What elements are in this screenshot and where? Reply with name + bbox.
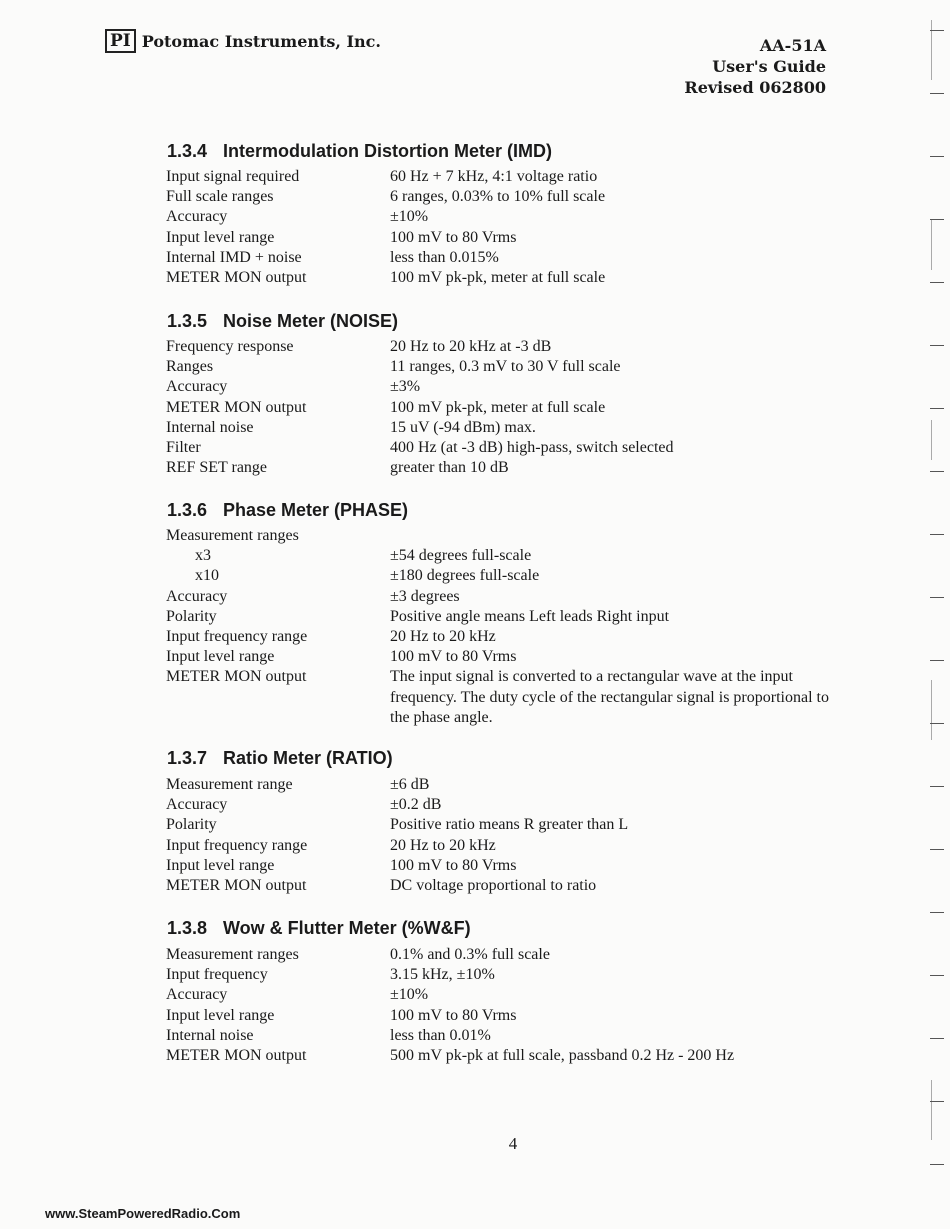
spec-list-phase <box>166 526 836 728</box>
spec-list-noise <box>166 337 836 478</box>
spec-row <box>166 268 836 288</box>
spec-value: ±3% <box>390 378 421 396</box>
scan-binding-edge <box>916 0 950 1229</box>
logo-mark: PI <box>105 29 136 53</box>
section-heading-wow-flutter <box>167 918 471 939</box>
company-logo <box>105 29 381 53</box>
spec-value: ±54 degrees full-scale <box>390 547 532 565</box>
spec-value: 100 mV to 80 Vrms <box>390 856 517 874</box>
document-info <box>684 35 826 98</box>
spec-value: Positive angle means Left leads Right input <box>390 607 670 625</box>
spec-value: 6 ranges, 0.03% to 10% full scale <box>390 188 606 206</box>
spec-value: ±180 degrees full-scale <box>390 567 540 585</box>
document-title: User's Guide <box>712 57 826 76</box>
spec-row <box>166 546 836 566</box>
spec-label: Accuracy <box>166 796 228 814</box>
spec-label: Input level range <box>166 228 275 246</box>
spec-value: 100 mV pk-pk, meter at full scale <box>390 269 606 287</box>
spec-value: DC voltage proportional to ratio <box>390 877 597 895</box>
spec-label: Input level range <box>166 648 275 666</box>
spec-row <box>166 207 836 227</box>
spec-value <box>390 526 836 546</box>
spec-row <box>166 876 836 896</box>
spec-label: REF SET range <box>166 459 268 477</box>
spec-row <box>166 627 836 647</box>
spec-label: Frequency response <box>166 338 294 355</box>
spec-label: Internal noise <box>166 1026 254 1044</box>
spec-row <box>166 647 836 667</box>
spec-label: Input level range <box>166 1006 275 1024</box>
spec-row <box>166 1026 836 1046</box>
spec-value: ±10% <box>390 208 429 226</box>
spec-row <box>166 357 836 377</box>
section-heading-phase <box>167 500 408 521</box>
spec-label: Internal IMD + noise <box>166 248 302 266</box>
spec-label: METER MON output <box>166 1047 307 1065</box>
spec-value: 400 Hz (at -3 dB) high-pass, switch selected <box>390 439 674 457</box>
spec-label: Measurement ranges <box>166 527 299 544</box>
section-title: Wow & Flutter Meter (%W&F) <box>223 918 471 938</box>
spec-value: 100 mV to 80 Vrms <box>390 228 517 246</box>
spec-label: Measurement range <box>166 776 293 793</box>
footer-url: www.SteamPoweredRadio.Com <box>45 1206 241 1221</box>
spec-label: Accuracy <box>166 986 228 1004</box>
spec-row <box>166 1046 836 1066</box>
section-title: Ratio Meter (RATIO) <box>223 748 393 768</box>
revision: Revised 062800 <box>684 78 826 97</box>
spec-row <box>166 836 836 856</box>
spec-list-imd <box>166 167 836 288</box>
spec-label: Accuracy <box>166 208 228 226</box>
spec-row <box>166 526 836 546</box>
spec-row <box>166 377 836 397</box>
section-heading-ratio <box>167 748 393 769</box>
spec-label: Accuracy <box>166 587 228 605</box>
spec-row <box>166 945 836 965</box>
section-number: 1.3.7 <box>167 748 208 768</box>
spec-row <box>166 248 836 268</box>
spec-label: METER MON output <box>166 398 307 416</box>
section-title: Intermodulation Distortion Meter (IMD) <box>223 141 552 161</box>
spec-label: Input level range <box>166 856 275 874</box>
company-name: Potomac Instruments, Inc. <box>141 31 381 51</box>
spec-value: 20 Hz to 20 kHz at -3 dB <box>390 338 552 355</box>
spec-value: greater than 10 dB <box>390 459 509 477</box>
spec-row <box>166 398 836 418</box>
spec-label: METER MON output <box>166 877 307 895</box>
spec-row <box>166 985 836 1005</box>
spec-label: Measurement ranges <box>166 946 299 963</box>
section-number: 1.3.4 <box>167 141 208 161</box>
spec-label: Full scale ranges <box>166 188 274 206</box>
spec-row <box>166 667 836 728</box>
spec-row <box>166 566 836 586</box>
spec-row <box>166 815 836 835</box>
spec-label: METER MON output <box>166 269 307 287</box>
spec-row <box>166 337 836 357</box>
spec-value: ±10% <box>390 986 429 1004</box>
section-number: 1.3.5 <box>167 311 208 331</box>
spec-row <box>166 965 836 985</box>
spec-label: Internal noise <box>166 418 254 436</box>
spec-row <box>166 775 836 795</box>
spec-value: ±0.2 dB <box>390 796 442 814</box>
spec-value: 60 Hz + 7 kHz, 4:1 voltage ratio <box>390 168 598 185</box>
spec-label: x10 <box>195 567 219 585</box>
spec-row <box>166 438 836 458</box>
spec-row <box>166 1006 836 1026</box>
spec-list-ratio <box>166 775 836 896</box>
section-heading-imd <box>167 141 552 162</box>
model-number: AA-51A <box>759 36 826 55</box>
spec-row <box>166 228 836 248</box>
section-title: Noise Meter (NOISE) <box>223 311 399 331</box>
spec-label: Accuracy <box>166 378 228 396</box>
spec-value: ±6 dB <box>390 776 430 793</box>
section-number: 1.3.8 <box>167 918 208 938</box>
spec-row <box>166 167 836 187</box>
spec-row <box>166 587 836 607</box>
spec-label: Filter <box>166 439 201 457</box>
spec-value: 3.15 kHz, ±10% <box>390 966 495 984</box>
spec-label: Input frequency <box>166 966 268 984</box>
spec-row <box>166 458 836 478</box>
spec-label: METER MON output <box>166 668 307 686</box>
spec-label: x3 <box>195 547 211 565</box>
spec-value: 100 mV pk-pk, meter at full scale <box>390 398 606 416</box>
spec-value: 500 mV pk-pk at full scale, passband 0.2 Hz - 200 Hz <box>390 1047 735 1065</box>
spec-list-wow-flutter <box>166 945 836 1066</box>
spec-row <box>166 418 836 438</box>
section-number: 1.3.6 <box>167 500 208 520</box>
spec-value: less than 0.015% <box>390 248 499 266</box>
spec-value: The input signal is converted to a rectangular wave at the input frequency. The duty cycle of the rectangular signal is proportional to the phase angle. <box>390 668 829 726</box>
spec-value: 0.1% and 0.3% full scale <box>390 946 550 963</box>
spec-label: Input frequency range <box>166 836 308 854</box>
spec-row <box>166 856 836 876</box>
spec-row <box>166 607 836 627</box>
spec-value: 20 Hz to 20 kHz <box>390 836 496 854</box>
page-number: 4 <box>508 1134 518 1153</box>
spec-value: Positive ratio means R greater than L <box>390 816 629 834</box>
spec-row <box>166 187 836 207</box>
spec-value: 15 uV (-94 dBm) max. <box>390 418 536 436</box>
spec-label: Input signal required <box>166 168 300 185</box>
spec-value: 20 Hz to 20 kHz <box>390 628 496 646</box>
spec-label: Ranges <box>166 358 214 376</box>
spec-value: 100 mV to 80 Vrms <box>390 1006 517 1024</box>
spec-value: ±3 degrees <box>390 587 460 605</box>
spec-value: 11 ranges, 0.3 mV to 30 V full scale <box>390 358 621 376</box>
spec-label: Input frequency range <box>166 628 308 646</box>
spec-label: Polarity <box>166 816 217 834</box>
spec-value: less than 0.01% <box>390 1026 491 1044</box>
spec-row <box>166 795 836 815</box>
section-heading-noise <box>167 311 398 332</box>
spec-value: 100 mV to 80 Vrms <box>390 648 517 666</box>
spec-label: Polarity <box>166 607 217 625</box>
section-title: Phase Meter (PHASE) <box>223 500 409 520</box>
